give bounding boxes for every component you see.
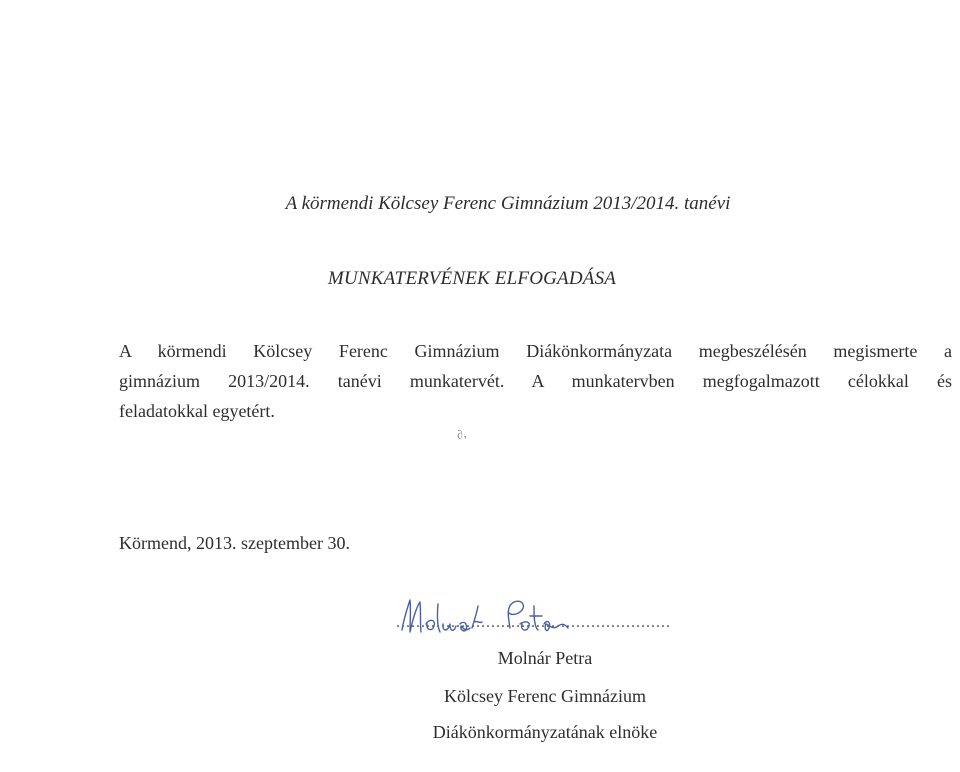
signer-role: Diákönkormányzatának elnöke [432,722,658,742]
signer-organization: Kölcsey Ferenc Gimnázium [444,686,646,706]
document-title-line-2: MUNKATERVÉNEK ELFOGADÁSA [327,268,617,289]
place-and-date: Körmend, 2013. szeptember 30. [119,533,350,553]
document-title-line-1: A körmendi Kölcsey Ferenc Gimnázium 2013/2014. tanévi [285,193,731,214]
signature-dotted-line: ....................................................... [396,614,671,631]
handwritten-signature [380,588,700,644]
signature-block [380,588,700,644]
body-line-1: A körmendi Kölcsey Ferenc Gimnázium Diákönkormányzata megbeszélésén megismerte a [119,341,952,361]
body-paragraph [119,336,952,426]
body-line-2: gimnázium 2013/2014. tanévi munkatervét. A munkatervben megfogalmazott célokkal és [119,371,952,391]
stray-pen-mark: ∂, [455,426,468,442]
signer-name: Molnár Petra [497,648,593,668]
body-line-3: feladatokkal egyetért. [119,401,275,421]
